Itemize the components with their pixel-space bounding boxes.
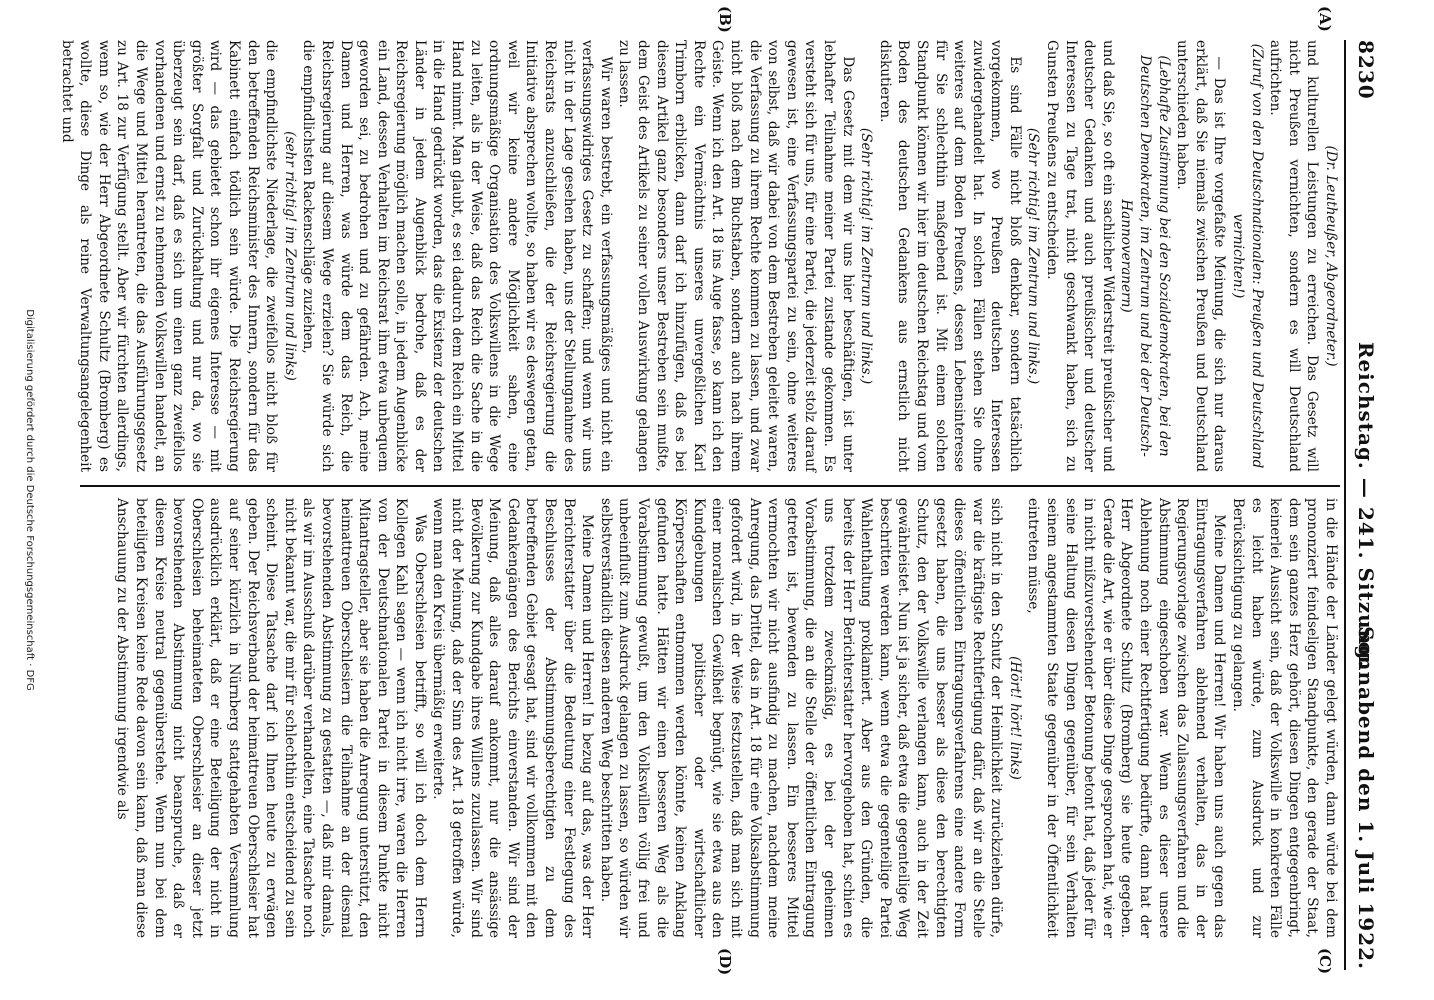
interjection: (sehr richtig! im Zentrum und links) xyxy=(281,131,298,381)
paragraph: Wir waren bestrebt, ein verfassungsmäßiges und nicht ein verfassungswidriges Gesetz zu schaffen; und wenn wir uns nicht in der Lage gesehen haben, uns der Stellungnahme des Reichsrats anzuschließen, die der Reichsregierung die Initiative absprechen wollte, so haben wir es deswegen getan, weil wir keine andere Möglichkeit sahen, eine ordnungsmäßige Organisation des Volkswillens in die Wege zu leiten, als in der Weise, daß das Reich die Sache in die Hand nimmt. Man glaubt, es sei dadurch dem Reich ein Mittel in die Hand gedrückt worden, das die Existenz der deutschen Länder in jedem Augenblick bedrohe, daß es der Reichsregierung möglich machen solle, in jedem Augenblicke ein Land, dessen Verhalten im Reichsrat ihm etwa unbequem geworden sei, zu bedrohen und zu gefährden. Ach, meine Damen und Herren, was würde dem das Reich, die Reichsregierung auf diesem Wege erzielen? Sie würde sich die empfindlichsten Rackenschläge zuziehen, xyxy=(300,40,614,472)
page-title: Reichstag. — 241. Sitzung. xyxy=(1354,341,1378,669)
paragraph: Meine Damen und Herren! Wir haben uns auch gegen das Eintragungsverfahren ablehnend verhalten, das in der Regierungsvorlage zwischen das Zulassungsverfahren und die Abstimmung eingeschoben war. Wenn es dieser unsere Ablehnung noch einer Rechtfertigung bedürfte, dann hat der Herr Abgeordnete Schultz (Bromberg) sie heute gegeben. Gerade die Art, wie er über diese Dinge gesprochen hat, wie er in nicht mißzuverstehender Betonung betont hat, daß jeder für seine Haltung diesen Dingen gegenüber, für sein Verhalten seinem angestammten Staate gegenüber in der Öffentlichkeit eintreten müsse, xyxy=(1025,498,1228,938)
text-column-left xyxy=(58,40,1340,472)
text-column-right xyxy=(70,498,1340,938)
paragraph: Meine Damen und Herren! In bezug auf das, was der Herr Berichterstatter über die Bedeutung einer Festlegung des Beschlusses der Abstimmungsberechtigten zu dem betreffenden Gebiet gesagt hat, sind wir vollkommen mit den Gedankengängen des Berichts einverstanden. Wir sind der Meinung, daß alles darauf ankommt, nur die ansässige Bevölkerung zur Kundgabe ihres Willens zuzulassen. Wir sind nicht der Meinung, daß der Sinn des Art. 18 getroffen würde, wenn man den Kreis übermäßig erweiterte. xyxy=(430,498,596,938)
paragraph: und daß Sie, so oft ein sachlicher Widerstreit preußischer und deutscher Gedanken und auch preußischer und deutscher Interessen zu Tage trat, nicht geschwankt haben, sich zu Gunsten Preußens zu entscheiden. xyxy=(1044,40,1116,472)
digitization-credit: Digitalisierung gefördert durch die Deutsche Forschungsgemeinschaft · DFG xyxy=(24,309,35,691)
paragraph: die empfindlichste Niederlage, die zweifellos nicht bloß für den betreffenden Reichsminister des Innern, sondern für das Kabinett einfach tödlich sein würde. Die Reichsregierung wird — das gebietet schon ihr eigenes Interesse — mit größter Sorgfalt und Zurückhaltung und nur da, wo sie überzeugt sein darf, daß es sich um einen ganz zweifellos vorhandenen und ernst zu nehmenden Volkswillen handelt, an die Wege und Mittel herantreten, die das Ausführungsgesetz zu Art. 18 zur Verfügung stellt. Aber wir fürchten allerdings, wenn so, wie der Herr Abgeordnete Schultz (Bromberg) es wollte, diese Dinge als reine Verwaltungsangelegenheit betrachtet und xyxy=(58,40,280,472)
paragraph: in die Hände der Länder gelegt würden, dann würde bei dem prononziert feindseligen Standpunkte, den gerade der Staat, dem sein ganzes Herz gehört, diesen Dingen entgegenbringt, keinerlei Aussicht sein, daß der Volkswille in konkreten Fälle es leicht haben würde, zum Ausdruck und zur Berücksichtigung zu gelangen. xyxy=(1230,498,1339,938)
paragraph: Was Oberschlesien betrifft, so will ich doch dem Herrn Kollegen Kahl sagen — wenn ich nicht irre, waren die Herren von der Deutschnationalen Partei in diesem Punkte nicht Mitantragsteller, aber sie haben die Anregung unterstützt, den heimattreuen Oberschlesiern die Teilnahme an der diesmal bevorstehenden Abstimmung zu gestatten —, daß mir damals, als wir im Ausschuß darüber verhandelten, eine Tatsache noch nicht bekannt war, die mir für schlechthin entscheidend zu sein scheint. Diese Tatsache darf ich Ihnen heute zu erwägen geben. Der Reichsverband der heimattreuen Oberschlesier hat auf seiner kürzlich in Nürnberg stattgehabten Versammlung ausdrücklich erklärt, daß er eine Beteiligung der nicht in Oberschlesien beheimateten Oberschlesier an dieser jetzt bevorstehenden Abstimmung nicht beanspruche, daß er diesem Kreise neutral gegenüberstehe. Wenn nun bei dem beteiligten Kreisen keine Rede davon sein kann, daß man diese Anschauung zu der Abstimmung irgendwie als xyxy=(114,498,428,938)
page-header xyxy=(1348,40,1378,970)
interjection: (Hört! hört! links) xyxy=(1006,656,1023,780)
interjection: (Sehr richtig! im Zentrum und links.) xyxy=(1025,127,1042,385)
paragraph: — Das ist Ihre vorgefaßte Meinung, die sich nur daraus erklärt, daß Sie niemals zwischen Preußen und Deutschland unterschieden haben. xyxy=(1174,40,1228,472)
interjection: (Zuruf von den Deutschnationalen: Preußen und Deutschland vernichten!) xyxy=(1230,43,1265,469)
page-date: Sonnabend den 1. Juli 1922. xyxy=(1354,626,1378,970)
margin-letter-a: (A) xyxy=(1316,6,1334,32)
page-number: 8230 xyxy=(1354,40,1378,100)
interjection: (Lebhafte Zustimmung bei den Sozialdemokraten, bei den Deutschen Demokraten, im Zentrum und bei der Deutsch-Hannoveranern) xyxy=(1118,55,1172,457)
speaker-note: (Dr. Leutheußer, Abgeordneter.) xyxy=(1323,145,1339,367)
paragraph: Das Gesetz mit dem wir uns hier beschäftigen, ist unter lebhafter Teilnahme meiner Partei zustande gekommen. Es versteht sich für uns, für eine Partei, die jederzeit stolz darauf gewesen ist, eine Verfassungspartei zu sein, ohne weiteres von selbst, daß wir dabei von dem Bestreben geleitet waren, die Verfassung zu ihrem Rechte kommen zu lassen, und zwar nicht bloß nach dem Buchstaben, sondern auch nach ihrem Geiste. Wenn ich den Art. 18 ins Auge fasse, so kann ich den Rechte ein Vermächtnis unseres unvergeßlichen Karl Trimborn erblicken, dann darf ich hinzufügen, daß es bei diesem Artikel ganz besonders unser Bestreben sein mußte, dem Geist des Artikels zu seiner vollen Auswirkung gelangen zu lassen. xyxy=(616,40,856,472)
paragraph: sich nicht in den Schutz der Heimlichkeit zurückziehen dürfe, war die kräftigste Rechtfertigung dafür, daß wir an die Stelle dieses öffentlichen Eintragungsverfahrens eine andere Form gesetzt haben, die uns besser als diese den berechtigten Schutz, den der Volkswille verlangen kann, auch in der Zeit gewährleistet. Nun ist ja sicher, daß etwa die gegenteilige Weg beschritten werden kann, wenn etwa die gegenteilige Partei Wahlenthaltung proklamiert. Aber aus den Gründen, die bereits der Herr Berichterstatter hervorgehoben hat, schien es uns trotzdem zweckmäßig, es bei der geheimen Vorabstimmung, die an die Stelle der öffentlichen Eintragung getreten ist, bewenden zu lassen. Ein besseres Mittel vermochten wir nicht ausfindig zu machen, nachdem meine Anregung, das Drittel, das in Art. 18 für eine Volksabstimmung gefordert wird, in der Weise festzustellen, daß man sich mit einer moralischen Gewißheit begnügt, wie sie etwa aus den Kundgebungen politischer oder wirtschaftlicher Körperschaften entnommen werden könnte, keinen Anklang gefunden hatte. Hätten wir einen besseren Weg als die Vorabstimmung gewußt, um den Volkswillen völlig frei und unbeeinflußt zum Ausdruck gelangen zu lassen, so würden wir selbstverständlich diesen anderen Weg beschritten haben. xyxy=(597,498,1005,938)
column-divider xyxy=(80,485,1340,487)
margin-letter-b: (B) xyxy=(716,6,734,33)
margin-letter-d: (D) xyxy=(716,948,734,976)
header-rule xyxy=(1344,40,1346,970)
interjection: (Sehr richtig! im Zentrum und links.) xyxy=(858,127,875,385)
paragraph: Es sind Fälle nicht bloß denkbar, sondern tatsächlich vorgekommen, wo Preußen deutschen Interessen zuwidergehandelt hat. In solchen Fällen stehen Sie ohne weiteres auf dem Boden Preußens, dessen Lebensinteresse für Sie schlechthin maßgebend ist. Mit einem solchen Standpunkt können wir hier im deutschen Reichstag und vom Boden des deutschen Gedankens aus ernstlich nicht diskutieren. xyxy=(876,40,1023,472)
margin-letter-c: (C) xyxy=(1316,948,1334,975)
paragraph: und kulturellen Leistungen zu erreichen. Das Gesetz will nicht Preußen vernichten, sondern es will Deutschland aufrichten. xyxy=(1267,40,1321,472)
